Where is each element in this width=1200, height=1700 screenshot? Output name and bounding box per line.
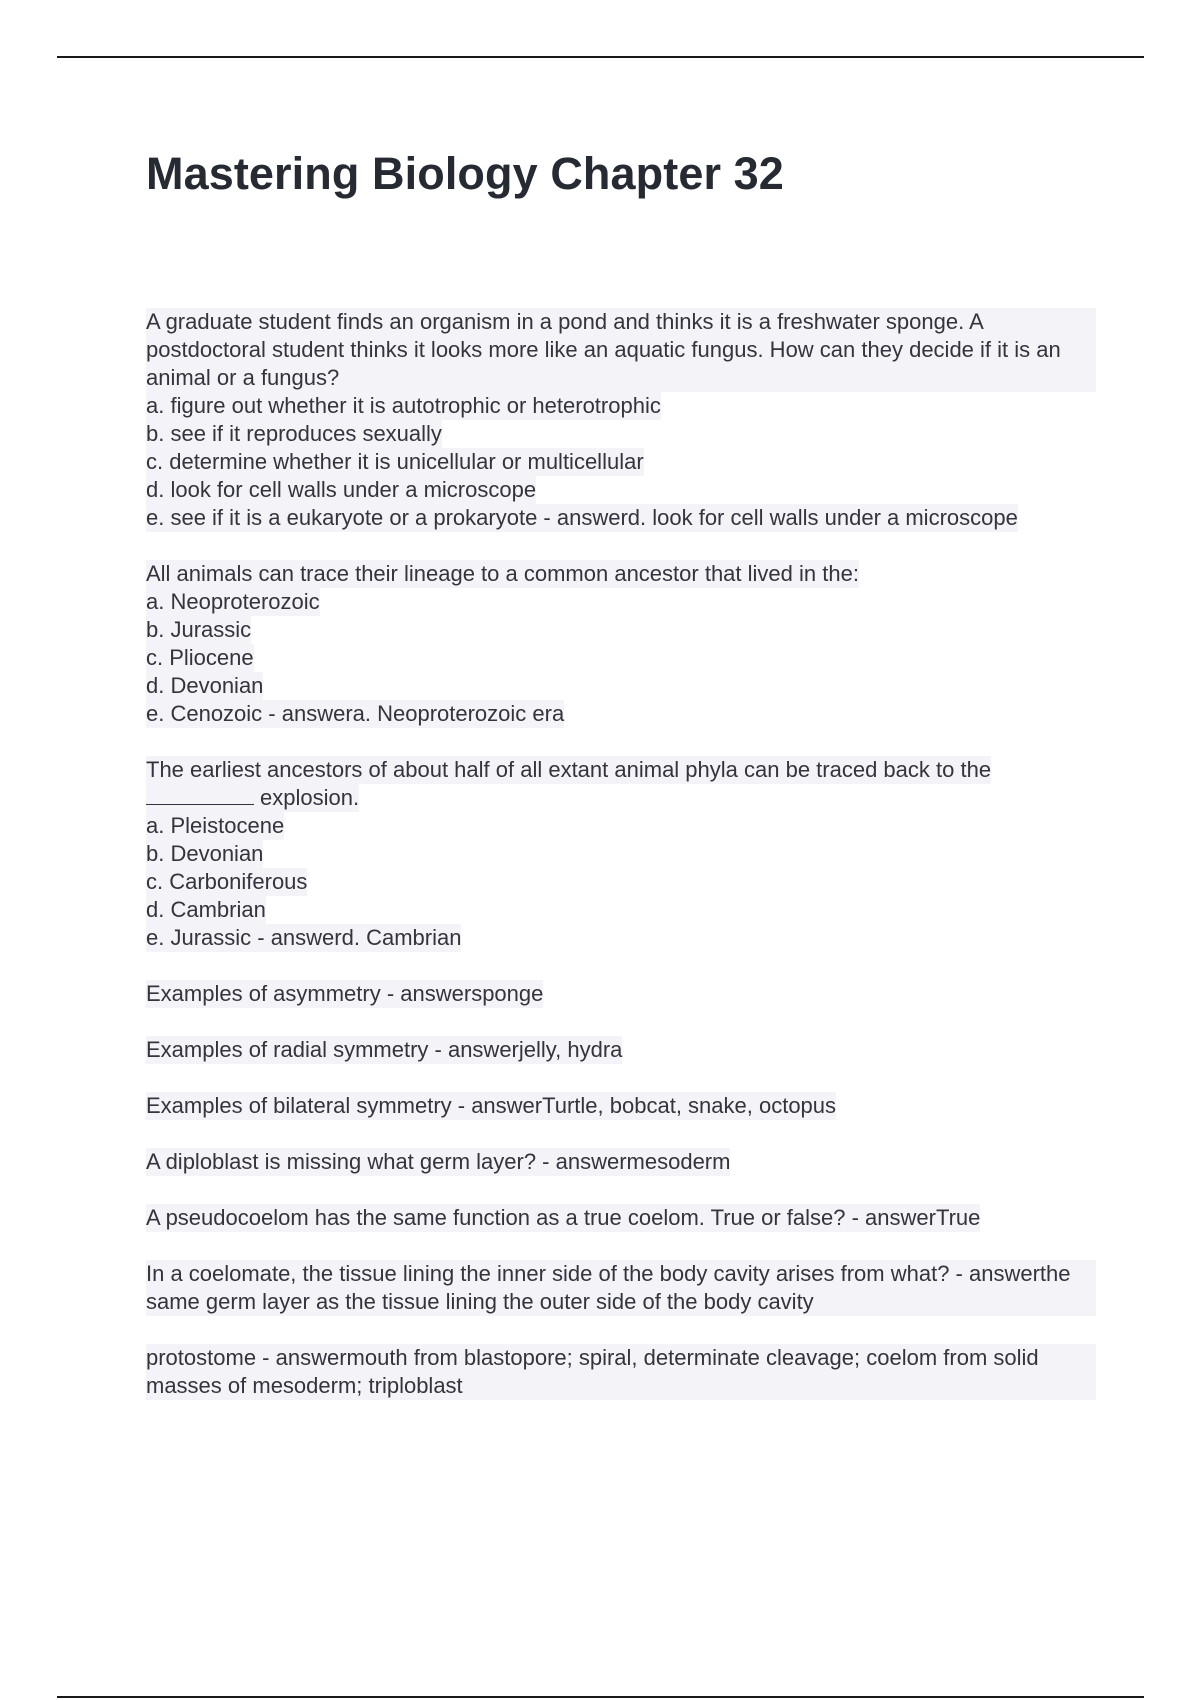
qa-item	[146, 560, 1096, 728]
fill-in-blank	[146, 784, 254, 805]
option-answer: e. Jurassic - answerd. Cambrian	[146, 925, 462, 950]
question-text-continued	[146, 784, 359, 812]
qa-text: A diploblast is missing what germ layer? - answermesoderm	[146, 1149, 731, 1174]
question-text: All animals can trace their lineage to a common ancestor that lived in the:	[146, 561, 859, 586]
qa-text: Examples of bilateral symmetry - answerTurtle, bobcat, snake, octopus	[146, 1093, 837, 1118]
qa-item	[146, 1148, 1096, 1176]
document-body	[146, 148, 1096, 1428]
question-text: A graduate student finds an organism in a pond and thinks it is a freshwater sponge. A postdoctoral student thinks it looks more like an aquatic fungus. How can they decide if it is an animal or a fungus?	[146, 308, 1096, 392]
bottom-rule	[57, 1696, 1144, 1698]
option: d. look for cell walls under a microscope	[146, 477, 537, 502]
qa-item	[146, 1092, 1096, 1120]
option: b. Devonian	[146, 841, 264, 866]
qa-list	[146, 308, 1096, 1400]
option: c. Pliocene	[146, 645, 254, 670]
option: b. Jurassic	[146, 617, 252, 642]
qa-item	[146, 980, 1096, 1008]
qa-text: In a coelomate, the tissue lining the inner side of the body cavity arises from what? - answerthe same germ layer as the tissue lining the outer side of the body cavity	[146, 1260, 1096, 1316]
qa-item	[146, 1260, 1096, 1316]
qa-item	[146, 1204, 1096, 1232]
qa-item	[146, 1344, 1096, 1400]
option: c. Carboniferous	[146, 869, 308, 894]
option: a. Neoproterozoic	[146, 589, 320, 614]
qa-text: protostome - answermouth from blastopore; spiral, determinate cleavage; coelom from solid masses of mesoderm; triploblast	[146, 1344, 1096, 1400]
question-text: The earliest ancestors of about half of all extant animal phyla can be traced back to the	[146, 757, 992, 782]
question-text-end: explosion.	[260, 785, 360, 810]
option: d. Devonian	[146, 673, 264, 698]
option: d. Cambrian	[146, 897, 266, 922]
top-rule	[57, 56, 1144, 58]
option: b. see if it reproduces sexually	[146, 421, 442, 446]
qa-text: A pseudocoelom has the same function as a true coelom. True or false? - answerTrue	[146, 1205, 981, 1230]
option-answer: e. see if it is a eukaryote or a prokaryote - answerd. look for cell walls under a microscope	[146, 505, 1018, 530]
document-title: Mastering Biology Chapter 32	[146, 148, 784, 199]
qa-text: Examples of radial symmetry - answerjelly, hydra	[146, 1037, 623, 1062]
option-answer: e. Cenozoic - answera. Neoproterozoic era	[146, 701, 565, 726]
option: a. figure out whether it is autotrophic or heterotrophic	[146, 393, 661, 418]
qa-item	[146, 756, 1096, 952]
qa-item	[146, 308, 1096, 532]
qa-item	[146, 1036, 1096, 1064]
option: a. Pleistocene	[146, 813, 285, 838]
qa-text: Examples of asymmetry - answersponge	[146, 981, 544, 1006]
option: c. determine whether it is unicellular or multicellular	[146, 449, 644, 474]
